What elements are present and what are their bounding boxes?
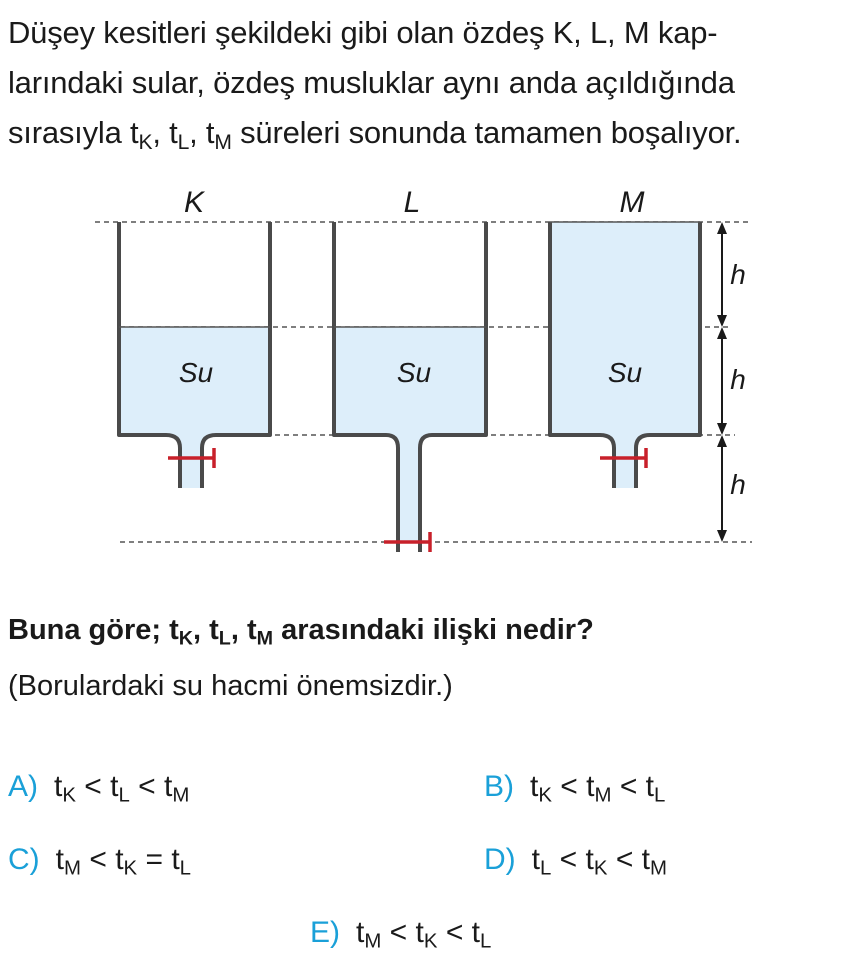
containers-figure bbox=[0, 180, 846, 580]
question-text: Buna göre; $t_K$, $t_L$, $t_M$ arasındaki ilişki nedir? bbox=[8, 614, 594, 650]
statement-line-3: sırasıyla $t_K$, $t_L$, $t_M$ süreleri sonunda tamamen boşalıyor. bbox=[8, 115, 742, 154]
height-label-2: h bbox=[730, 364, 746, 395]
option-c[interactable]: C) $t_M < t_K = t_L$ bbox=[8, 843, 192, 880]
arrow-up-icon bbox=[717, 222, 727, 234]
arrow-up-icon bbox=[717, 327, 727, 339]
arrow-down-icon bbox=[717, 530, 727, 542]
water-label-l: Su bbox=[396, 357, 432, 388]
water-m bbox=[550, 222, 700, 488]
label-l: L bbox=[403, 186, 421, 219]
arrow-down-icon bbox=[717, 315, 727, 327]
option-letter: B) bbox=[484, 770, 514, 803]
label-m: M bbox=[619, 186, 645, 219]
problem-statement bbox=[8, 8, 844, 158]
option-b[interactable]: B) $t_K < t_M < t_L$ bbox=[484, 770, 666, 807]
water-label-m: Su bbox=[607, 357, 643, 388]
statement-line-2: larındaki sular, özdeş musluklar aynı anda açıldığında bbox=[8, 65, 735, 100]
height-dimension bbox=[717, 222, 727, 542]
water-label-k: Su bbox=[178, 357, 214, 388]
container-k bbox=[119, 186, 270, 488]
statement-line-1: Düşey kesitleri şekildeki gibi olan özdeş K, L, M kap- bbox=[8, 15, 718, 50]
option-letter: E) bbox=[310, 916, 340, 949]
water-k bbox=[119, 327, 270, 488]
option-letter: D) bbox=[484, 843, 516, 876]
option-a[interactable]: A) $t_K < t_L < t_M$ bbox=[8, 770, 190, 807]
option-e[interactable]: E) $t_M < t_K < t_L$ bbox=[310, 916, 492, 953]
height-label-3: h bbox=[730, 469, 746, 500]
arrow-up-icon bbox=[717, 435, 727, 447]
arrow-down-icon bbox=[717, 423, 727, 435]
label-k: K bbox=[183, 186, 205, 219]
question-note: (Borulardaki su hacmi önemsizdir.) bbox=[8, 670, 453, 702]
height-label-1: h bbox=[730, 259, 746, 290]
option-d[interactable]: D) $t_L < t_K < t_M$ bbox=[484, 843, 668, 880]
option-letter: A) bbox=[8, 770, 38, 803]
container-l bbox=[334, 186, 486, 552]
container-m bbox=[550, 186, 700, 488]
option-letter: C) bbox=[8, 843, 40, 876]
